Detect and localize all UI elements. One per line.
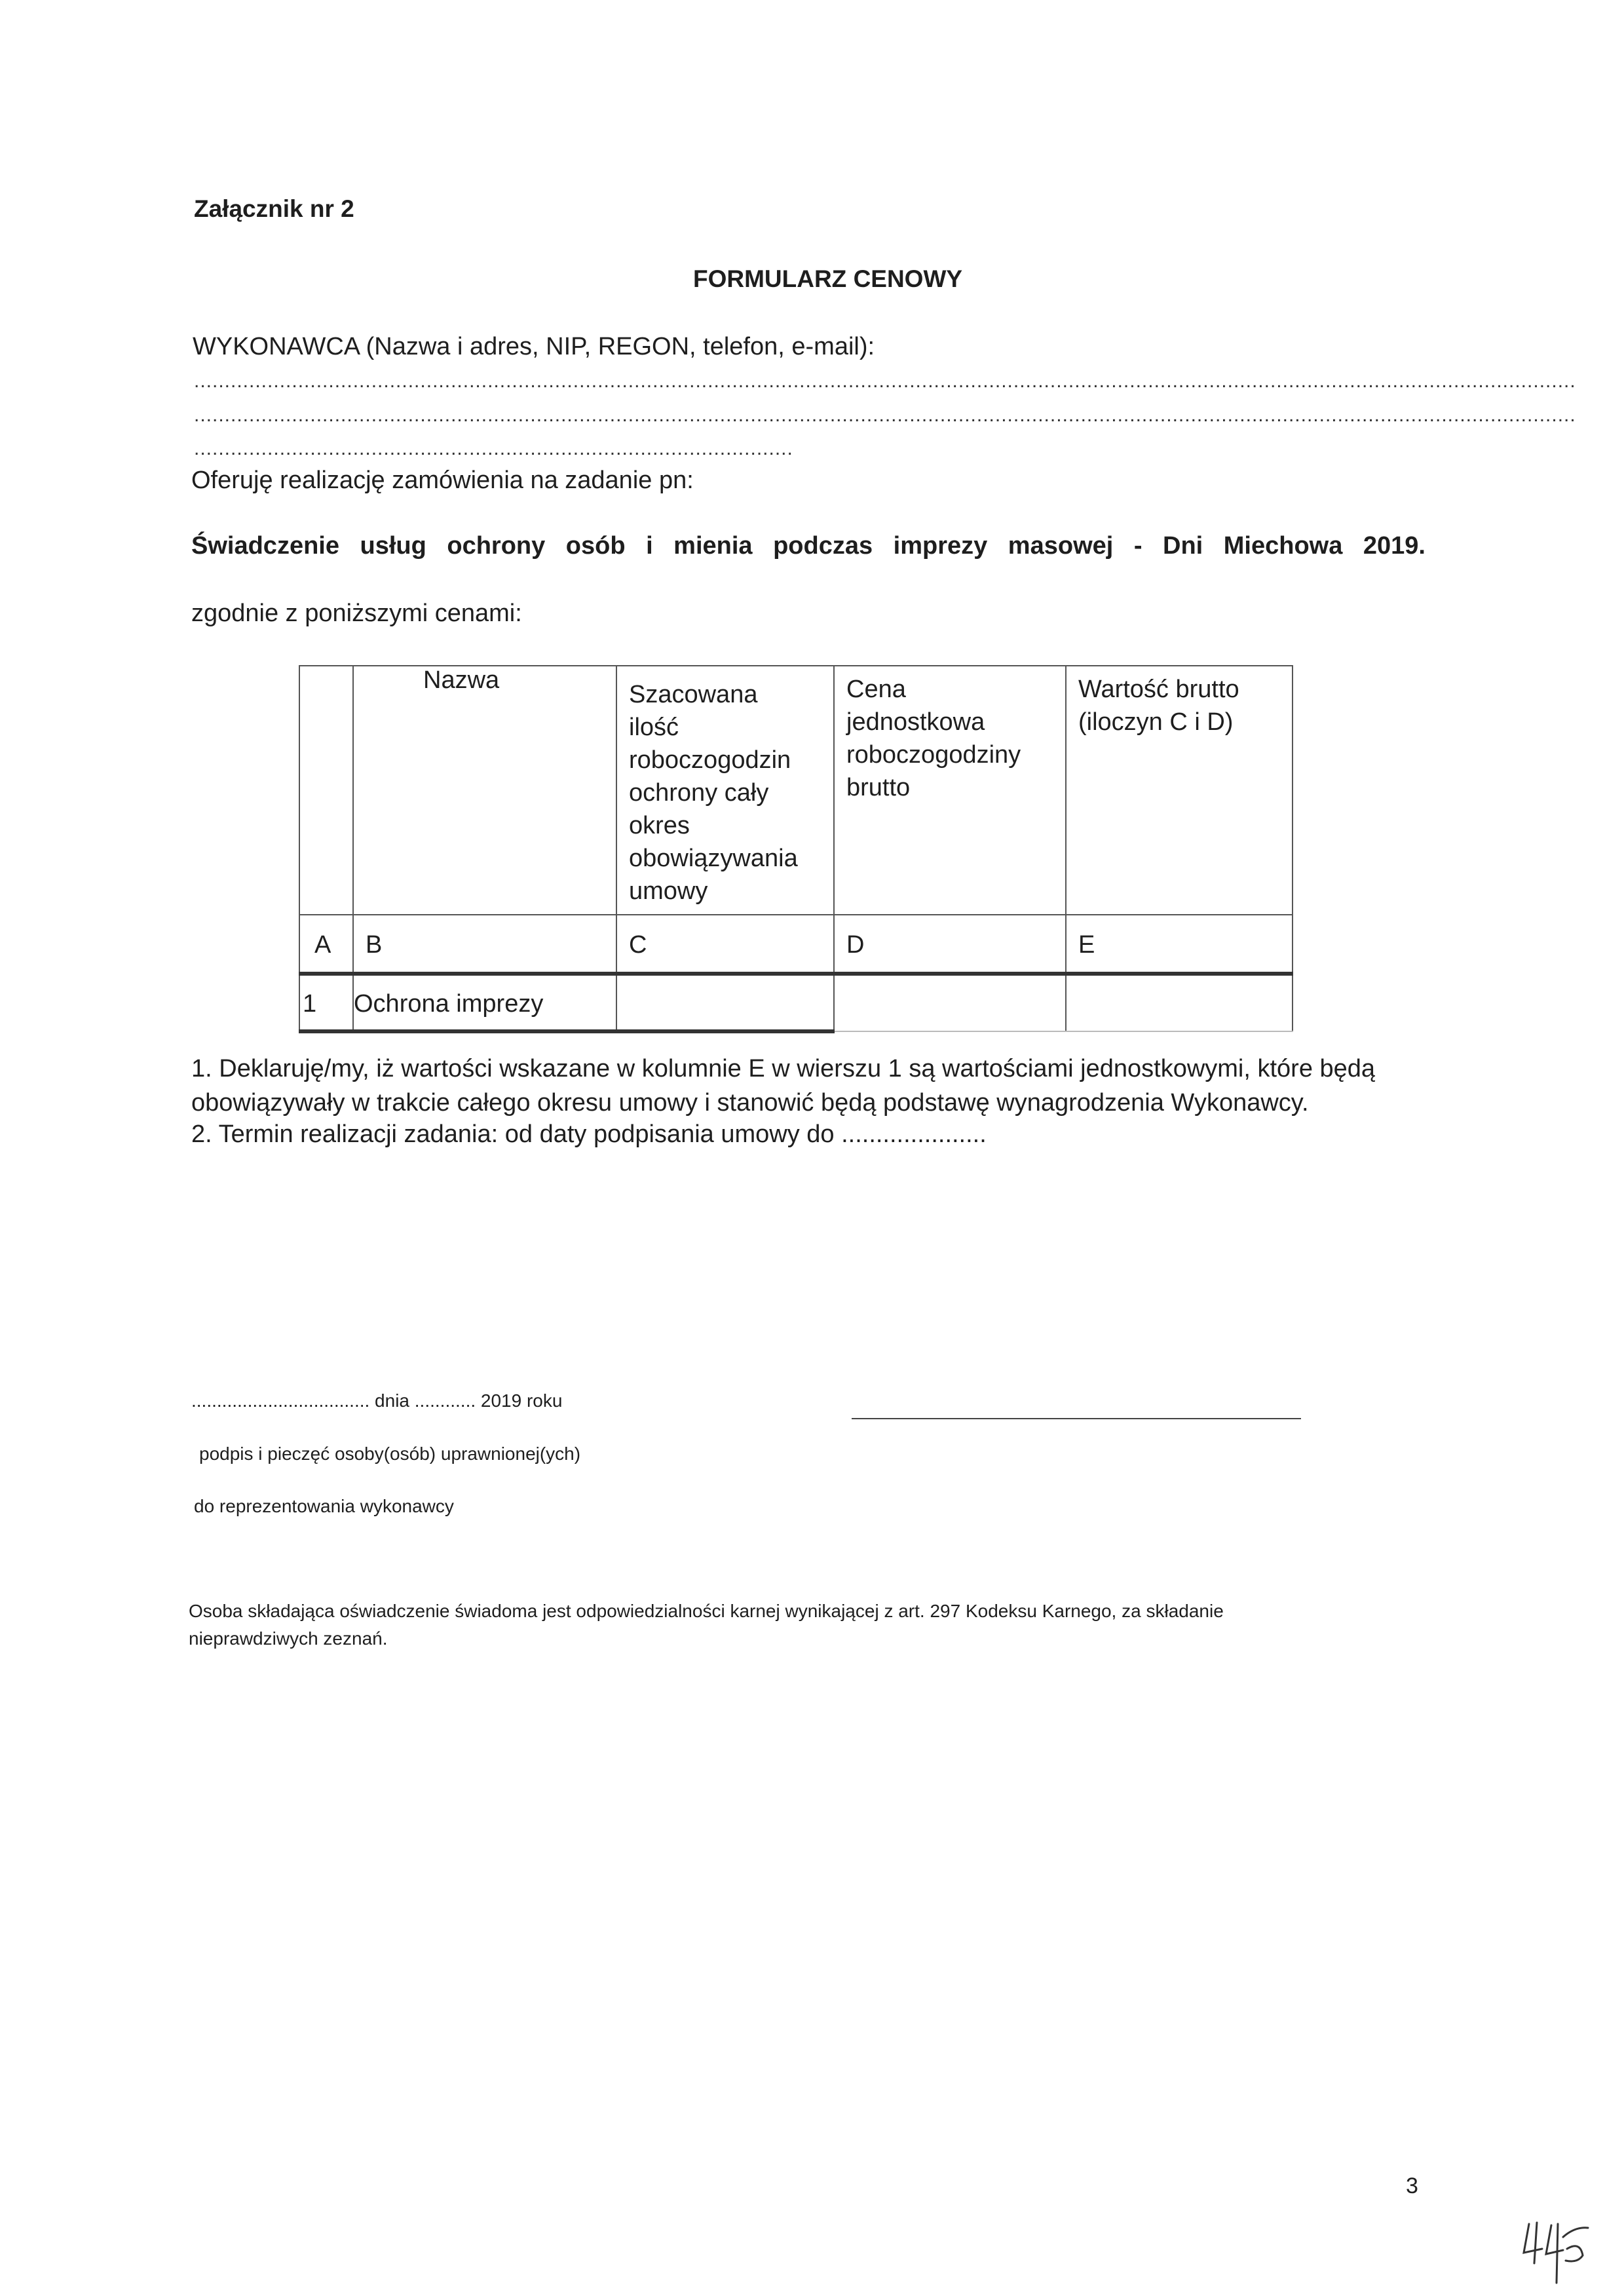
contractor-line-2[interactable]: ..................................................................................................................................................................................................................................	[194, 404, 1576, 426]
price-table	[299, 665, 1293, 1033]
contractor-line-3[interactable]: ..................................................................................................	[194, 438, 793, 459]
header-lp	[299, 666, 353, 915]
date-line[interactable]: ................................... dnia ............ 2019 roku	[191, 1390, 563, 1411]
row-nazwa: Ochrona imprezy	[353, 974, 616, 1031]
document-title: FORMULARZ CENOWY	[693, 265, 963, 292]
contractor-line-1[interactable]: ..................................................................................................................................................................................................................................	[194, 370, 1576, 392]
signature-line[interactable]	[852, 1418, 1301, 1419]
header-ilosc-label: Szacowana ilość roboczogodzin ochrony cały okres obowiązywania umowy	[629, 681, 798, 905]
header-cena	[834, 666, 1066, 915]
declaration-1: 1. Deklaruję/my, iż wartości wskazane w kolumnie E w wierszu 1 są wartościami jednostkowymi, które będą obowiązywały w trakcie całego okresu umowy i stanowić będą podstawę wynagrodzenia Wykonawcy.	[191, 1055, 1376, 1117]
liability-notice: Osoba składająca oświadczenie świadoma jest odpowiedzialności karnej wynikającej z art. 297 Kodeksu Karnego, za składanie nieprawdziwych zeznań.	[189, 1601, 1224, 1649]
attachment-label: Załącznik nr 2	[194, 195, 354, 222]
row-wartosc-input[interactable]	[1066, 974, 1293, 1031]
row-ilosc-input[interactable]	[616, 974, 834, 1031]
table-row	[299, 974, 1293, 1031]
declaration-2: 2. Termin realizacji zadania: od daty podpisania umowy do .....................	[191, 1120, 987, 1148]
row-lp: 1	[299, 974, 353, 1031]
header-nazwa	[353, 666, 616, 915]
contractor-label: WYKONAWCA (Nazwa i adres, NIP, REGON, telefon, e-mail):	[193, 333, 875, 360]
letter-d: D	[834, 915, 1066, 974]
prices-intro: zgodnie z poniższymi cenami:	[191, 600, 522, 627]
offer-intro: Oferuję realizację zamówienia na zadanie pn:	[191, 467, 694, 494]
page-number: 3	[1406, 2173, 1418, 2198]
table-header-row	[299, 666, 1293, 915]
task-name: Świadczenie usług ochrony osób i mienia podczas imprezy masowej - Dni Miechowa 2019.	[191, 532, 1426, 560]
letter-a: A	[299, 915, 353, 974]
letter-e: E	[1066, 915, 1293, 974]
row-cena-input[interactable]	[834, 974, 1066, 1031]
header-cena-label: Cena jednostkowa roboczogodziny brutto	[846, 676, 1021, 801]
header-wartosc-label: Wartość brutto (iloczyn C i D)	[1078, 676, 1239, 736]
header-nazwa-label: Nazwa	[423, 666, 500, 694]
header-wartosc	[1066, 666, 1293, 915]
represent-label: do reprezentowania wykonawcy	[194, 1496, 454, 1516]
header-ilosc	[616, 666, 834, 915]
letter-b: B	[353, 915, 616, 974]
letter-c: C	[616, 915, 834, 974]
column-letter-row	[299, 915, 1293, 974]
signature-label: podpis i pieczęć osoby(osób) uprawnionej(ych)	[199, 1444, 581, 1464]
handwritten-mark-icon	[1520, 2215, 1598, 2287]
